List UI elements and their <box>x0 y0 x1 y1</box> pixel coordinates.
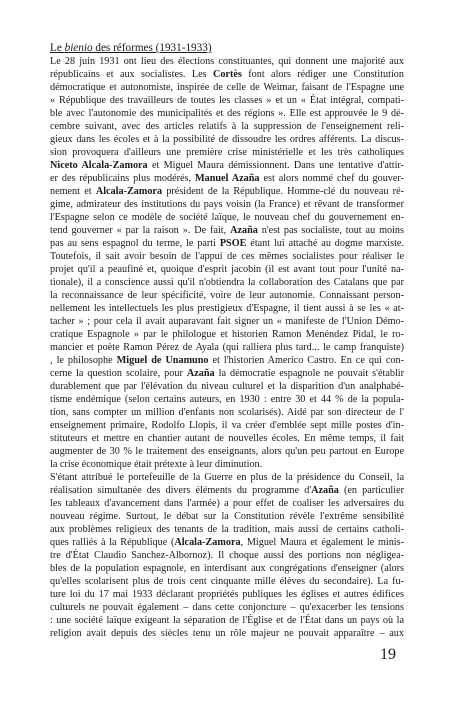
text-line: cratique Espagnole » par le philologue et historien Ramon Menéndez Pidal, le ro- <box>50 329 404 340</box>
text-line: la crise économique était prétexte à leur diminution. <box>50 459 263 470</box>
text-line: démocratique et autonomiste, inspirée de celle de Weimar, faisant de l'Espagne une <box>50 82 404 93</box>
text-line: qu'elles scolarisent plus de trois cent cinquante mille élèves du secondaire). La fu- <box>50 576 404 587</box>
text-line: ques ralliés à la République (Alcala-Zamora, Miguel Maura et également le minis- <box>50 537 404 548</box>
text-line: gime, admirateur des institutions du pays voisin (la France) et rêvant de transformer <box>50 199 404 210</box>
text-line: nellement les intellectuels les plus prestigieux d'Espagne, il tient aussi à se les « at- <box>50 303 404 314</box>
text-line: Niceto Alcala-Zamora et Miguel Maura démissionnent. Dans une tentative d'attir- <box>50 160 404 171</box>
text-line: Toutefois, il sait avoir besoin de l'appui de ces mêmes socialistes pour réaliser le <box>50 251 404 262</box>
text-line: cembre suivant, avec des articles relatifs à la suppression de l'enseignement reli- <box>50 121 404 132</box>
text-line: Le 28 juin 1931 ont lieu des élections constituantes, qui donnent une majorité aux <box>50 56 404 67</box>
text-line: les tableaux d'avancement dans l'armée) a pour effet de coaliser les adversaires du <box>50 498 404 509</box>
section-title-suffix: des réformes (1931-1933) <box>92 42 212 54</box>
text-line: projet qu'il a peaufiné et, quoique d'esprit jacobin (il est avant tout pour l'unité na- <box>50 264 404 275</box>
text-line: stituteurs et mettre en chantier autant de nouvelles écoles. En même temps, il fait <box>50 433 404 444</box>
text-line: culturels ne pouvait également – dans cette conjoncture – qu'exacerber les tensions <box>50 602 404 613</box>
section-title-prefix: Le <box>50 42 65 54</box>
text-line: nement et Alcala-Zamora président de la République. Homme-clé du nouveau ré- <box>50 186 404 197</box>
text-line: mancier et poète Ramon Pérez de Ayala (qui ralliera plus tard... le camp franquiste) <box>50 342 404 353</box>
text-line: cerne la question scolaire, pour Azaña la démocratie espagnole ne pouvait s'établir <box>50 368 404 379</box>
text-line: aux problèmes religieux des tenants de la tradition, mais aussi de certains catholi- <box>50 524 404 535</box>
text-line: augmenter de 30 % le traitement des enseignants, alors qu'un peu partout en Europe <box>50 446 404 457</box>
text-line: l'Espagne selon ce modèle de société laïque, le nouveau chef du gouvernement en- <box>50 212 404 223</box>
text-line: tend gouverner « par la raison ». De fait, Azaña n'est pas socialiste, tout au moins <box>50 225 404 236</box>
text-line: ture loi du 17 mai 1933 déclarant propriétés publiques les églises et autres édifices <box>50 589 404 600</box>
text-line: tre d'État Claudio Sanchez-Albornoz). Il choque aussi des portions non négligea- <box>50 550 404 561</box>
text-line: ble avec l'autonomie des municipalités et des régions ». Elle est approuvée le 9 dé- <box>50 108 404 119</box>
text-line: , le philosophe Miguel de Unamuno et l'historien Americo Castro. En ce qui con- <box>50 355 404 366</box>
section-title <box>50 42 212 55</box>
text-line: tionale), il a conscience aussi qu'il n'obtiendra la collaboration des Catalans que par <box>50 277 404 288</box>
text-line: républicains et aux socialistes. Les Cortès font alors rédiger une Constitution <box>50 69 404 80</box>
page-number: 19 <box>380 646 396 663</box>
text-line: enseignement primaire, Rodolfo Llopis, il va créer d'emblée sept mille postes d'in- <box>50 420 404 431</box>
text-line: tacher » ; pour cela il avait auparavant fait signer un « manifeste de l'Union Démo- <box>50 316 404 327</box>
text-line: gieux dans les écoles et à la possibilité de dissoudre les ordres afférents. La discus- <box>50 134 404 145</box>
text-line: S'étant attribué le portefeuille de la Guerre en plus de la présidence du Conseil, la <box>50 472 404 483</box>
text-line: tion, sans compter un million d'enfants non scolarisés). Aidé par son directeur de l' <box>50 407 404 418</box>
text-line: sion provoquera d'ailleurs une première crise ministérielle et les très catholiques <box>50 147 404 158</box>
text-line: « République des travailleurs de toutes les classes » et un « État intégral, compati- <box>50 95 404 106</box>
text-line: religion avait depuis des siècles tenu un rôle majeur ne pouvait apparaître – aux <box>50 628 404 639</box>
text-line: nouveau régime. Surtout, le débat sur la Constitution révèle l'extrême sensibilité <box>50 511 404 522</box>
text-line: durablement que par l'élévation du niveau culturel et la disparition d'un analphabé- <box>50 381 404 392</box>
text-line: bles de la population espagnole, en interdisant aux congrégations d'enseigner (alors <box>50 563 404 574</box>
text-line: tisme endémique (selon certains auteurs, en 1930 : entre 30 et 44 % de la popula- <box>50 394 404 405</box>
body-text <box>50 55 404 640</box>
text-line: réalisation simultanée des divers éléments du programme d'Azaña (en particulier <box>50 485 404 496</box>
text-line: er des républicains plus modérés, Manuel Azaña est alors nommé chef du gouver- <box>50 173 404 184</box>
text-line: pas au sens espagnol du terme, le parti PSOE étant lui attaché au dogme marxiste. <box>50 238 404 249</box>
text-line: : une société laïque exigeant la séparation de l'Église et de l'État dans un pays où la <box>50 615 404 626</box>
text-line: la reconnaissance de leur spécificité, voire de leur autonomie. Connaissant person- <box>50 290 404 301</box>
section-title-italic-word: bienio <box>64 42 93 54</box>
